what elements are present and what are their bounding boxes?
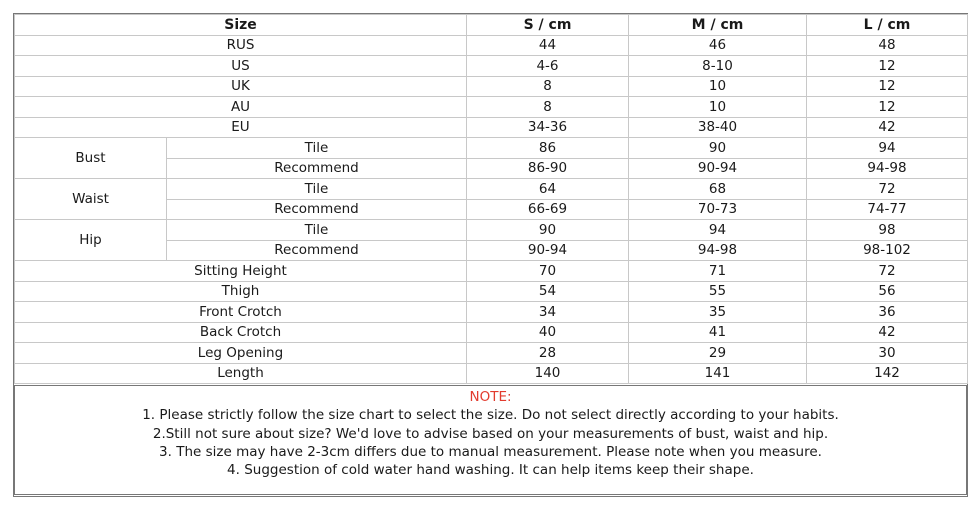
cell-m: 94 bbox=[629, 220, 807, 241]
cell-l: 72 bbox=[807, 179, 968, 200]
cell-m: 29 bbox=[629, 343, 807, 364]
table-row bbox=[15, 363, 968, 384]
cell-l: 142 bbox=[807, 363, 968, 384]
table-row bbox=[15, 138, 968, 159]
cell-l: 42 bbox=[807, 117, 968, 138]
cell-m: 35 bbox=[629, 302, 807, 323]
note-line: 4. Suggestion of cold water hand washing. It can help items keep their shape. bbox=[227, 462, 754, 479]
cell-m: 68 bbox=[629, 179, 807, 200]
cell-l: 98 bbox=[807, 220, 968, 241]
cell-m: 90 bbox=[629, 138, 807, 159]
header-size: Size bbox=[15, 15, 467, 36]
header-l: L / cm bbox=[807, 15, 968, 36]
table-row bbox=[15, 35, 968, 56]
cell-l: 48 bbox=[807, 35, 968, 56]
cell-s: 40 bbox=[467, 322, 629, 343]
row-label: Recommend bbox=[167, 240, 467, 261]
cell-l: 42 bbox=[807, 322, 968, 343]
cell-s: 8 bbox=[467, 97, 629, 118]
header-s: S / cm bbox=[467, 15, 629, 36]
row-label: US bbox=[15, 56, 467, 77]
cell-l: 94-98 bbox=[807, 158, 968, 179]
group-label-hip: Hip bbox=[15, 220, 167, 261]
table-row bbox=[15, 261, 968, 282]
cell-s: 34-36 bbox=[467, 117, 629, 138]
cell-s: 66-69 bbox=[467, 199, 629, 220]
cell-m: 71 bbox=[629, 261, 807, 282]
table-row bbox=[15, 117, 968, 138]
table-row bbox=[15, 56, 968, 77]
row-label: Thigh bbox=[15, 281, 467, 302]
cell-s: 54 bbox=[467, 281, 629, 302]
row-label: AU bbox=[15, 97, 467, 118]
table-row bbox=[15, 302, 968, 323]
table-row bbox=[15, 76, 968, 97]
note-line: 1. Please strictly follow the size chart to select the size. Do not select directly according to your habits. bbox=[142, 407, 839, 424]
notes-section bbox=[14, 385, 967, 495]
cell-s: 8 bbox=[467, 76, 629, 97]
header-m: M / cm bbox=[629, 15, 807, 36]
row-label: Back Crotch bbox=[15, 322, 467, 343]
cell-l: 30 bbox=[807, 343, 968, 364]
row-label: UK bbox=[15, 76, 467, 97]
table-row bbox=[15, 322, 968, 343]
row-label: Tile bbox=[167, 220, 467, 241]
cell-s: 64 bbox=[467, 179, 629, 200]
row-label: Recommend bbox=[167, 199, 467, 220]
row-label: EU bbox=[15, 117, 467, 138]
cell-l: 36 bbox=[807, 302, 968, 323]
cell-m: 141 bbox=[629, 363, 807, 384]
cell-s: 4-6 bbox=[467, 56, 629, 77]
cell-l: 56 bbox=[807, 281, 968, 302]
table-row bbox=[15, 220, 968, 241]
cell-l: 12 bbox=[807, 97, 968, 118]
cell-s: 70 bbox=[467, 261, 629, 282]
cell-m: 70-73 bbox=[629, 199, 807, 220]
cell-s: 44 bbox=[467, 35, 629, 56]
group-label-bust: Bust bbox=[15, 138, 167, 179]
cell-m: 41 bbox=[629, 322, 807, 343]
cell-m: 94-98 bbox=[629, 240, 807, 261]
cell-l: 94 bbox=[807, 138, 968, 159]
cell-s: 140 bbox=[467, 363, 629, 384]
notes-title: NOTE: bbox=[469, 389, 512, 405]
header-row bbox=[15, 15, 968, 36]
cell-l: 12 bbox=[807, 56, 968, 77]
cell-m: 46 bbox=[629, 35, 807, 56]
cell-l: 98-102 bbox=[807, 240, 968, 261]
note-line: 2.Still not sure about size? We'd love to advise based on your measurements of bust, waist and hip. bbox=[152, 425, 829, 442]
cell-m: 10 bbox=[629, 76, 807, 97]
row-label: Tile bbox=[167, 138, 467, 159]
cell-s: 90-94 bbox=[467, 240, 629, 261]
cell-l: 12 bbox=[807, 76, 968, 97]
cell-m: 38-40 bbox=[629, 117, 807, 138]
row-label: RUS bbox=[15, 35, 467, 56]
row-label: Sitting Height bbox=[15, 261, 467, 282]
table-row bbox=[15, 343, 968, 364]
note-line: 3. The size may have 2-3cm differs due to manual measurement. Please note when you measure. bbox=[159, 443, 822, 460]
cell-m: 10 bbox=[629, 97, 807, 118]
row-label: Front Crotch bbox=[15, 302, 467, 323]
cell-s: 28 bbox=[467, 343, 629, 364]
table-row bbox=[15, 97, 968, 118]
cell-m: 55 bbox=[629, 281, 807, 302]
row-label: Leg Opening bbox=[15, 343, 467, 364]
table-row bbox=[15, 179, 968, 200]
cell-s: 86 bbox=[467, 138, 629, 159]
row-label: Tile bbox=[167, 179, 467, 200]
cell-s: 34 bbox=[467, 302, 629, 323]
cell-s: 86-90 bbox=[467, 158, 629, 179]
row-label: Length bbox=[15, 363, 467, 384]
size-chart-table bbox=[14, 14, 968, 384]
cell-m: 90-94 bbox=[629, 158, 807, 179]
table-row bbox=[15, 281, 968, 302]
cell-m: 8-10 bbox=[629, 56, 807, 77]
cell-l: 74-77 bbox=[807, 199, 968, 220]
cell-l: 72 bbox=[807, 261, 968, 282]
cell-s: 90 bbox=[467, 220, 629, 241]
group-label-waist: Waist bbox=[15, 179, 167, 220]
row-label: Recommend bbox=[167, 158, 467, 179]
